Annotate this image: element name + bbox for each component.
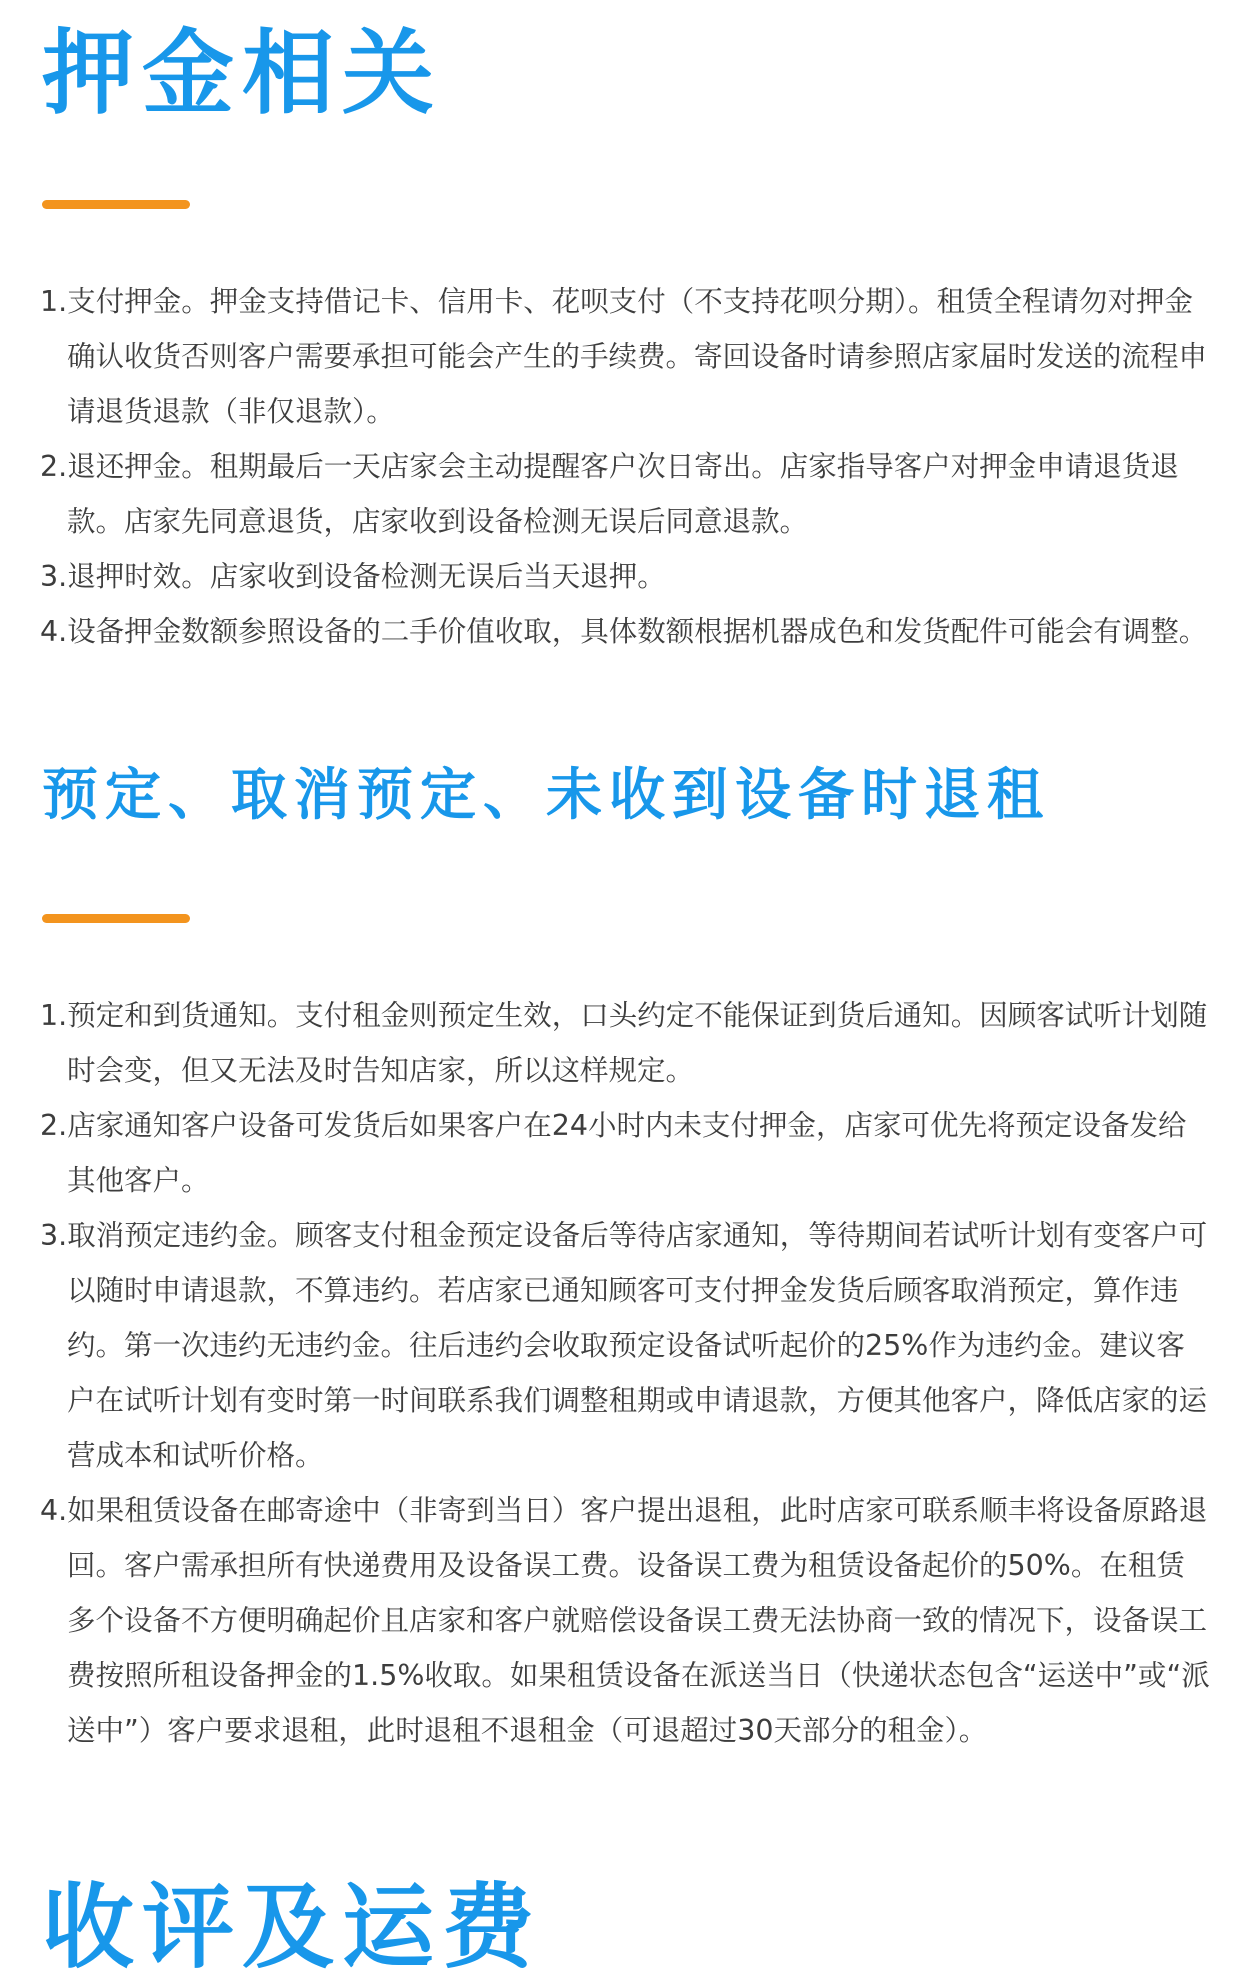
- list-item: 2.店家通知客户设备可发货后如果客户在24小时内未支付押金，店家可优先将预定设备发给其他客户。: [40, 1109, 1187, 1197]
- booking-rules-list: [40, 988, 1210, 1758]
- list-item: 3.取消预定违约金。顾客支付租金预定设备后等待店家通知，等待期间若试听计划有变客户可以随时申请退款，不算违约。若店家已通知顾客可支付押金发货后顾客取消预定，算作违约。第一次违约无违约金。往后违约会收取预定设备试听起价的25%作为违约金。建议客户在试听计划有变时第一时间联系我们调整租期或申请退款，方便其他客户，降低店家的运营成本和试听价格。: [40, 1219, 1208, 1472]
- list-item: 2.退还押金。租期最后一天店家会主动提醒客户次日寄出。店家指导客户对押金申请退货退款。店家先同意退货，店家收到设备检测无误后同意退款。: [40, 450, 1179, 538]
- list-item: 1.预定和到货通知。支付租金则预定生效，口头约定不能保证到货后通知。因顾客试听计划随时会变，但又无法及时告知店家，所以这样规定。: [40, 999, 1208, 1087]
- deposit-rules-list: [40, 274, 1210, 659]
- section-title-deposit: 押金相关: [42, 20, 443, 127]
- list-item: 1.支付押金。押金支持借记卡、信用卡、花呗支付（不支持花呗分期）。租赁全程请勿对押金确认收货否则客户需要承担可能会产生的手续费。寄回设备时请参照店家届时发送的流程申请退货退款（非仅退款）。: [40, 285, 1208, 428]
- list-item: 3.退押时效。店家收到设备检测无误后当天退押。: [40, 560, 666, 593]
- section-title-reviews-shipping: 收评及运费: [42, 1874, 543, 1981]
- list-item: 4.设备押金数额参照设备的二手价值收取，具体数额根据机器成色和发货配件可能会有调整。: [40, 615, 1208, 648]
- section-divider-bar: [42, 914, 190, 923]
- section-title-booking: 预定、取消预定、未收到设备时退租: [42, 763, 1050, 828]
- section-divider-bar: [42, 200, 190, 209]
- list-item: 4.如果租赁设备在邮寄途中（非寄到当日）客户提出退租，此时店家可联系顺丰将设备原路退回。客户需承担所有快递费用及设备误工费。设备误工费为租赁设备起价的50%。在租赁多个设备不方便明确起价且店家和客户就赔偿设备误工费无法协商一致的情况下，设备误工费按照所租设备押金的1.5%收取。如果租赁设备在派送当日（快递状态包含“运送中”或“派送中”）客户要求退租，此时退租不退租金（可退超过30天部分的租金）。: [40, 1494, 1210, 1747]
